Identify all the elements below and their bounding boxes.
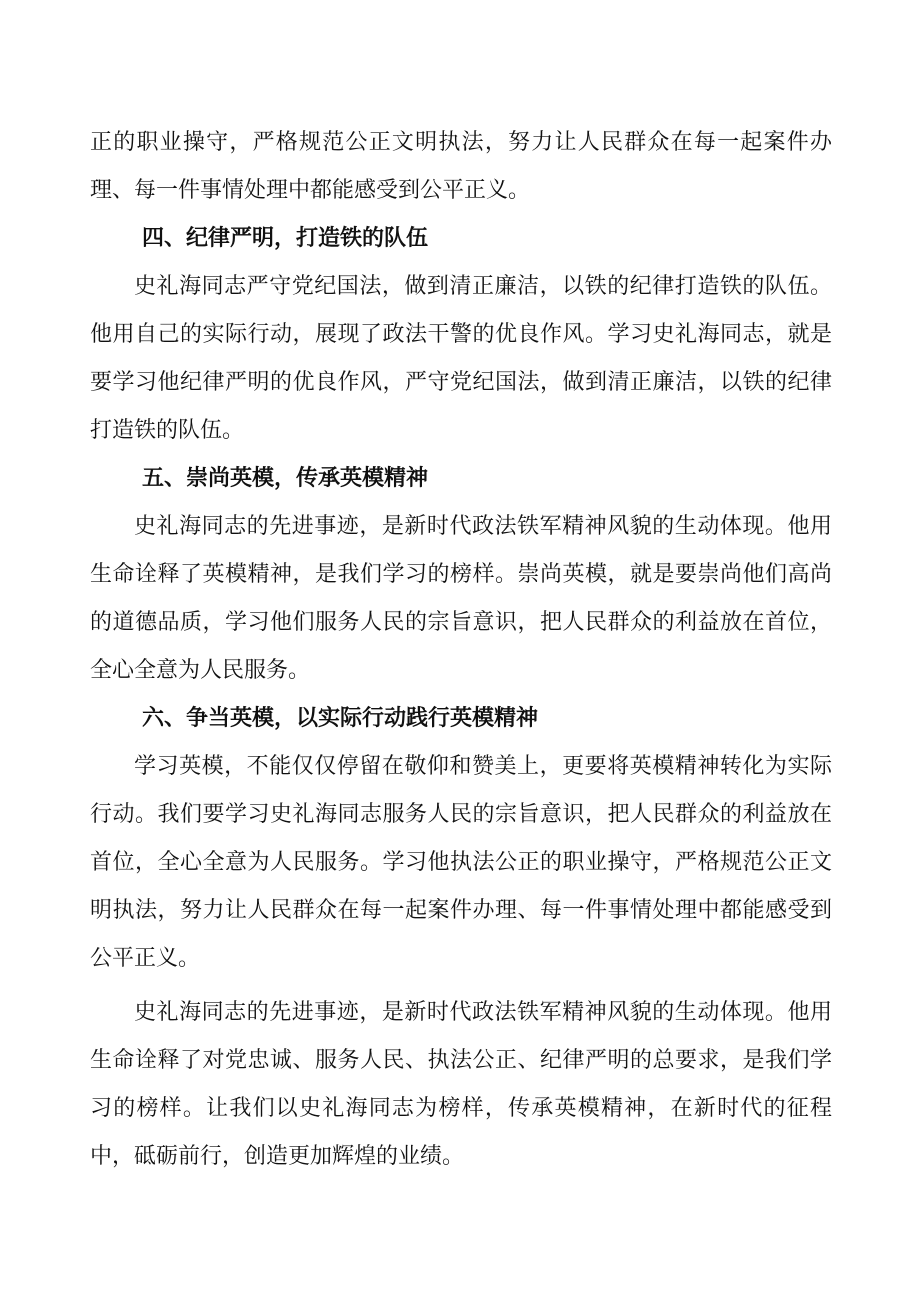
paragraph-section-6: 学习英模，不能仅仅停留在敬仰和赞美上，更要将英模精神转化为实际行动。我们要学习史礼海同志服务人民的宗旨意识，把人民群众的利益放在首位，全心全意为人民服务。学习他执法公正的职业操守，严格规范公正文明执法，努力让人民群众在每一起案件办理、每一件事情处理中都能感受到公平正义。	[90, 754, 832, 971]
paragraph-conclusion: 史礼海同志的先进事迹，是新时代政法铁军精神风貌的生动体现。他用生命诠释了对党忠诚、服务人民、执法公正、纪律严明的总要求，是我们学习的榜样。让我们以史礼海同志为榜样，传承英模精神，在新时代的征程中，砥砺前行，创造更加辉煌的业绩。	[90, 1000, 832, 1169]
paragraph-section-5: 史礼海同志的先进事迹，是新时代政法铁军精神风貌的生动体现。他用生命诠释了英模精神，是我们学习的榜样。崇尚英模，就是要崇尚他们高尚的道德品质，学习他们服务人民的宗旨意识，把人民群众的利益放在首位，全心全意为人民服务。	[90, 514, 832, 683]
document-body	[90, 119, 832, 1181]
section-heading-6: 六、争当英模，以实际行动践行英模精神	[142, 706, 539, 731]
paragraph-section-4: 史礼海同志严守党纪国法，做到清正廉洁，以铁的纪律打造铁的队伍。他用自己的实际行动，展现了政法干警的优良作风。学习史礼海同志，就是要学习他纪律严明的优良作风，严守党纪国法，做到清正廉洁，以铁的纪律打造铁的队伍。	[90, 274, 832, 443]
section-heading-4: 四、纪律严明，打造铁的队伍	[142, 226, 429, 251]
paragraph-continuation: 正的职业操守，严格规范公正文明执法，努力让人民群众在每一起案件办理、每一件事情处理中都能感受到公平正义。	[90, 130, 832, 203]
section-heading-5: 五、崇尚英模，传承英模精神	[142, 466, 429, 491]
